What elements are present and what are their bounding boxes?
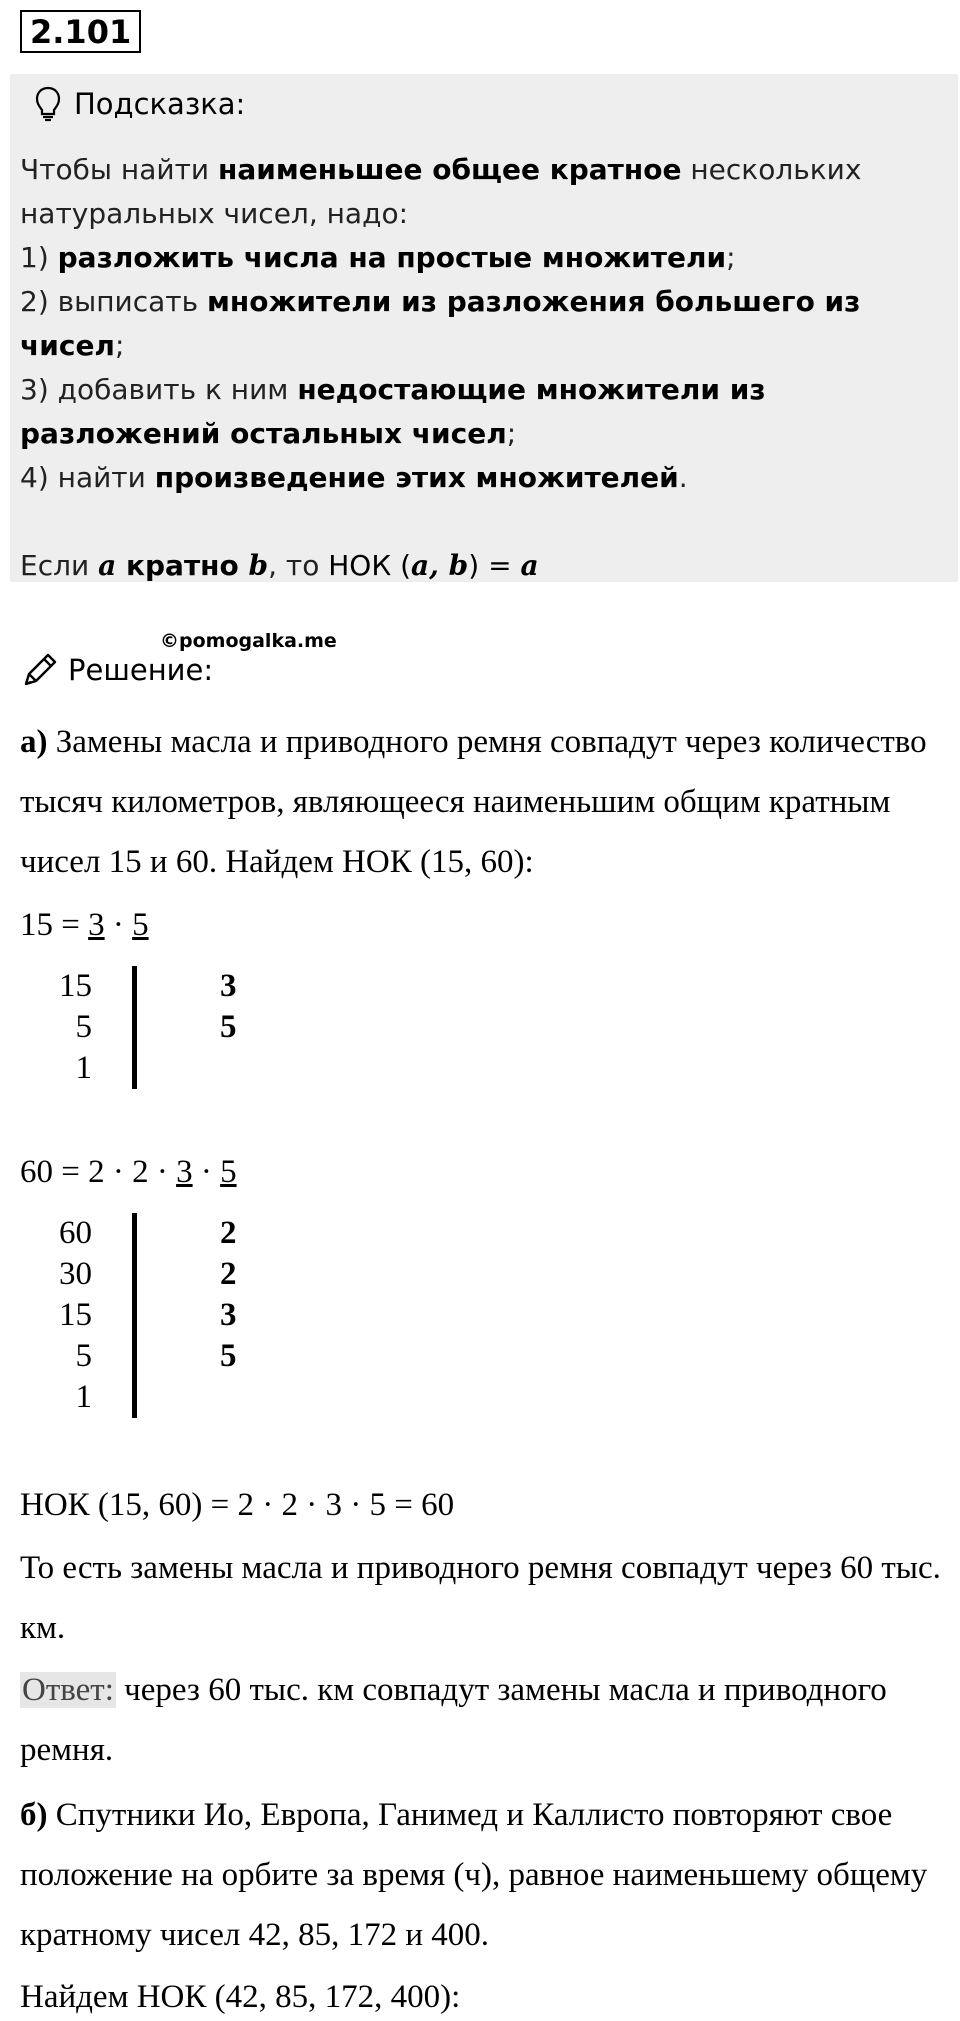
hint-rule-b: b <box>248 549 269 582</box>
part-a-text <box>20 712 950 892</box>
part-b-label: б) <box>20 1797 48 1833</box>
hint-step-4-bold: произведение этих множителей <box>154 461 679 494</box>
hint-step-3 <box>20 368 950 456</box>
ladder-60-factor: 3 <box>220 1297 237 1333</box>
hint-rule-result: a <box>520 549 539 582</box>
hint-rule <box>20 544 950 588</box>
solution-title-text: Решение: <box>68 653 214 687</box>
factorization-15 <box>20 905 149 945</box>
ladder-60-factor: 2 <box>220 1256 237 1292</box>
answer-label: Ответ: <box>22 1672 114 1708</box>
hint-step-4 <box>20 456 950 500</box>
hint-step-2-prefix: 2) выписать <box>20 285 208 318</box>
factorization-15-factor-1: 3 <box>88 907 105 943</box>
nok-result: НОК (15, 60) = 2 · 2 · 3 · 5 = 60 <box>20 1487 455 1523</box>
ladder-60-bar <box>132 1213 137 1418</box>
hint-rule-args: a, b <box>411 549 469 582</box>
factorization-60 <box>20 1152 237 1192</box>
ladder-60-factor: 2 <box>220 1215 237 1251</box>
ladder-60-number: 60 <box>59 1215 92 1251</box>
ladder-15-row <box>40 1048 280 1089</box>
hint-box <box>10 74 958 582</box>
hint-step-1 <box>20 236 950 280</box>
pencil-icon <box>20 650 60 690</box>
hint-rule-2: кратно <box>116 549 249 582</box>
part-b-text <box>20 1785 950 1965</box>
ladder-60-number: 5 <box>75 1338 92 1374</box>
part-a-body: Замены масла и приводного ремня совпадут через количество тысяч километров, являющееся наименьшим общим кратным чисел 15 и 60. Найдем НОК (15, 60): <box>20 724 927 880</box>
ladder-60-row <box>40 1336 280 1377</box>
part-b-find: Найдем НОК (42, 85, 172, 400): <box>20 1979 461 2015</box>
answer-text <box>20 1660 950 1780</box>
hint-step-1-suffix: ; <box>726 241 736 274</box>
ladder-15-number: 1 <box>75 1050 92 1086</box>
ladder-60-number: 15 <box>59 1297 92 1333</box>
ladder-60-factor: 5 <box>220 1338 237 1374</box>
lightbulb-icon <box>34 86 62 122</box>
watermark: ©pomogalka.me <box>160 630 337 652</box>
hint-step-3-prefix: 3) добавить к ним <box>20 373 298 406</box>
hint-rule-1: Если <box>20 549 99 582</box>
hint-step-4-prefix: 4) найти <box>20 461 155 494</box>
hint-step-3-suffix: ; <box>506 417 517 450</box>
factorization-15-dot: · <box>104 907 133 943</box>
hint-step-1-bold: разложить числа на простые множители <box>57 241 727 274</box>
ladder-60-number: 30 <box>59 1256 92 1292</box>
hint-title-text: Подсказка: <box>74 87 246 121</box>
hint-rule-4: ) = <box>468 549 521 582</box>
ladder-60-factor <box>92 1377 280 1418</box>
ladder-60-row <box>40 1213 280 1254</box>
hint-step-1-prefix: 1) <box>20 241 58 274</box>
factorization-60-factor-1: 3 <box>176 1154 193 1190</box>
hint-step-2-suffix: ; <box>114 329 125 362</box>
part-b-body: Спутники Ио, Европа, Ганимед и Каллисто повторяют свое положение на орбите за время (ч), равное наименьшему общему кратному чисел 42, 85, 172 и 400. <box>20 1797 928 1953</box>
ladder-15-bar <box>132 966 137 1089</box>
division-ladder-60 <box>40 1213 280 1418</box>
hint-step-4-suffix: . <box>678 461 688 494</box>
ladder-60-number: 1 <box>75 1379 92 1415</box>
problem-number: 2.101 <box>20 10 141 53</box>
ladder-60-row <box>40 1377 280 1418</box>
hint-rule-a: a <box>98 549 117 582</box>
hint-intro-bold: наименьшее общее кратное <box>217 153 682 186</box>
hint-intro-2: нескольких натуральных чисел, надо: <box>20 153 862 230</box>
ladder-15-factor: 3 <box>220 968 237 1004</box>
hint-step-2 <box>20 280 950 368</box>
hint-rule-nok: НОК ( <box>328 549 412 582</box>
part-a-label: а) <box>20 724 48 760</box>
hint-title <box>34 84 245 124</box>
hint-body <box>20 148 950 588</box>
ladder-60-row <box>40 1254 280 1295</box>
division-ladder-15 <box>40 966 280 1089</box>
factorization-60-lhs: 60 = 2 · 2 · <box>20 1154 177 1190</box>
factorization-15-lhs: 15 = <box>20 907 89 943</box>
solution-title <box>20 650 213 690</box>
ladder-15-factor <box>92 1048 280 1089</box>
ladder-15-factor: 5 <box>220 1009 237 1045</box>
factorization-60-factor-2: 5 <box>220 1154 237 1190</box>
answer-body: через 60 тыс. км совпадут замены масла и приводного ремня. <box>20 1672 887 1768</box>
hint-rule-3: , то <box>268 549 329 582</box>
conclusion-text: То есть замены масла и приводного ремня совпадут через 60 тыс. км. <box>20 1550 941 1646</box>
hint-step-2-bold: множители из разложения большего из чисел <box>20 285 861 362</box>
hint-step-3-bold: недостающие множители из разложений остальных чисел <box>20 373 766 450</box>
ladder-15-number: 15 <box>59 968 92 1004</box>
ladder-60-row <box>40 1295 280 1336</box>
ladder-15-row <box>40 1007 280 1048</box>
hint-intro <box>20 148 950 236</box>
factorization-15-factor-2: 5 <box>132 907 149 943</box>
hint-intro-1: Чтобы найти <box>20 153 218 186</box>
ladder-15-row <box>40 966 280 1007</box>
ladder-15-number: 5 <box>75 1009 92 1045</box>
factorization-60-dot: · <box>192 1154 221 1190</box>
